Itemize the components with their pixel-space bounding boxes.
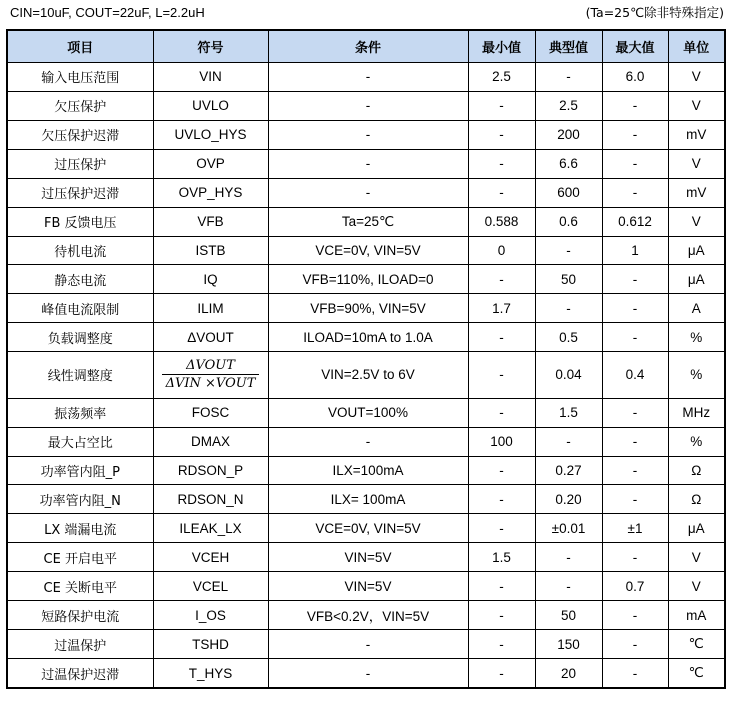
table-row bbox=[7, 485, 725, 514]
cell-max: 0.612 bbox=[602, 207, 668, 236]
cell-min: - bbox=[468, 630, 535, 659]
cell-item: 短路保护电流 bbox=[7, 601, 153, 630]
cell-symbol-fraction bbox=[153, 352, 268, 398]
cell-min: - bbox=[468, 659, 535, 689]
cell-condition: - bbox=[268, 427, 468, 456]
cell-min: - bbox=[468, 352, 535, 398]
cell-unit: V bbox=[668, 572, 725, 601]
cell-condition: VFB=110%, ILOAD=0 bbox=[268, 265, 468, 294]
cell-item: 欠压保护迟滞 bbox=[7, 120, 153, 149]
cell-item: 欠压保护 bbox=[7, 91, 153, 120]
cell-min: 1.5 bbox=[468, 543, 535, 572]
cell-unit: V bbox=[668, 149, 725, 178]
fraction-denominator: ΔVIN ×VOUT bbox=[165, 376, 256, 392]
table-row bbox=[7, 265, 725, 294]
cell-symbol: DMAX bbox=[153, 427, 268, 456]
cell-unit: μA bbox=[668, 514, 725, 543]
table-row bbox=[7, 149, 725, 178]
table-row bbox=[7, 514, 725, 543]
cell-max: 0.7 bbox=[602, 572, 668, 601]
cell-max: - bbox=[602, 456, 668, 485]
cell-max: - bbox=[602, 178, 668, 207]
cell-min: 100 bbox=[468, 427, 535, 456]
cell-symbol: UVLO bbox=[153, 91, 268, 120]
cell-typ: 200 bbox=[535, 120, 602, 149]
cell-item: 功率管内阻_N bbox=[7, 485, 153, 514]
cell-min: - bbox=[468, 178, 535, 207]
cell-condition: - bbox=[268, 630, 468, 659]
cell-min: - bbox=[468, 456, 535, 485]
cell-unit: Ω bbox=[668, 485, 725, 514]
cell-min: 0.588 bbox=[468, 207, 535, 236]
cell-item: 线性调整度 bbox=[7, 352, 153, 398]
cell-symbol: VIN bbox=[153, 63, 268, 92]
cell-max: - bbox=[602, 91, 668, 120]
cell-symbol: ILEAK_LX bbox=[153, 514, 268, 543]
cell-unit: V bbox=[668, 543, 725, 572]
cell-condition: Ta=25℃ bbox=[268, 207, 468, 236]
cell-symbol: RDSON_N bbox=[153, 485, 268, 514]
cell-item: 输入电压范围 bbox=[7, 63, 153, 92]
cell-unit: μA bbox=[668, 265, 725, 294]
cell-typ: 0.04 bbox=[535, 352, 602, 398]
cell-condition: VFB<0.2V，VIN=5V bbox=[268, 601, 468, 630]
cell-typ: 0.6 bbox=[535, 207, 602, 236]
cell-typ: 50 bbox=[535, 265, 602, 294]
cell-condition: - bbox=[268, 120, 468, 149]
cell-symbol: OVP bbox=[153, 149, 268, 178]
cell-max: - bbox=[602, 120, 668, 149]
cell-max: - bbox=[602, 323, 668, 352]
table-row bbox=[7, 398, 725, 427]
cell-symbol: IQ bbox=[153, 265, 268, 294]
cell-max: - bbox=[602, 427, 668, 456]
temperature-note-caption: (Ta=25℃除非特殊指定) bbox=[585, 5, 724, 20]
cell-symbol: TSHD bbox=[153, 630, 268, 659]
cell-symbol: VCEH bbox=[153, 543, 268, 572]
test-conditions-caption: CIN=10uF, COUT=22uF, L=2.2uH bbox=[10, 5, 205, 20]
cell-typ: - bbox=[535, 63, 602, 92]
table-row bbox=[7, 601, 725, 630]
cell-condition: VIN=5V bbox=[268, 572, 468, 601]
table-row bbox=[7, 294, 725, 323]
cell-max: - bbox=[602, 659, 668, 689]
table-row bbox=[7, 323, 725, 352]
cell-symbol: UVLO_HYS bbox=[153, 120, 268, 149]
fraction-numerator: ΔVOUT bbox=[162, 358, 260, 375]
cell-item: 过压保护 bbox=[7, 149, 153, 178]
cell-typ: - bbox=[535, 236, 602, 265]
cell-condition: - bbox=[268, 659, 468, 689]
cell-max: - bbox=[602, 265, 668, 294]
cell-condition: - bbox=[268, 149, 468, 178]
cell-item: 过压保护迟滞 bbox=[7, 178, 153, 207]
cell-symbol: ΔVOUT bbox=[153, 323, 268, 352]
cell-item: 过温保护 bbox=[7, 630, 153, 659]
table-row bbox=[7, 427, 725, 456]
cell-max: 1 bbox=[602, 236, 668, 265]
table-row bbox=[7, 207, 725, 236]
cell-unit: V bbox=[668, 91, 725, 120]
cell-condition: ILX= 100mA bbox=[268, 485, 468, 514]
cell-symbol: VFB bbox=[153, 207, 268, 236]
cell-min: 2.5 bbox=[468, 63, 535, 92]
cell-symbol: ILIM bbox=[153, 294, 268, 323]
header-unit: 单位 bbox=[668, 30, 725, 63]
table-row bbox=[7, 91, 725, 120]
cell-unit: ℃ bbox=[668, 659, 725, 689]
cell-unit: μA bbox=[668, 236, 725, 265]
cell-condition: ILX=100mA bbox=[268, 456, 468, 485]
cell-typ: - bbox=[535, 543, 602, 572]
cell-unit: Ω bbox=[668, 456, 725, 485]
table-row bbox=[7, 543, 725, 572]
cell-typ: - bbox=[535, 572, 602, 601]
cell-item: CE 开启电平 bbox=[7, 543, 153, 572]
cell-item: 振荡频率 bbox=[7, 398, 153, 427]
cell-item: 最大占空比 bbox=[7, 427, 153, 456]
cell-min: - bbox=[468, 149, 535, 178]
cell-min: 0 bbox=[468, 236, 535, 265]
cell-condition: VOUT=100% bbox=[268, 398, 468, 427]
cell-item: 负载调整度 bbox=[7, 323, 153, 352]
header-condition: 条件 bbox=[268, 30, 468, 63]
cell-min: - bbox=[468, 572, 535, 601]
cell-min: - bbox=[468, 485, 535, 514]
cell-symbol: FOSC bbox=[153, 398, 268, 427]
cell-max: - bbox=[602, 398, 668, 427]
cell-item: 待机电流 bbox=[7, 236, 153, 265]
cell-max: 0.4 bbox=[602, 352, 668, 398]
cell-typ: ±0.01 bbox=[535, 514, 602, 543]
cell-item: 静态电流 bbox=[7, 265, 153, 294]
cell-condition: VIN=5V bbox=[268, 543, 468, 572]
cell-symbol: ISTB bbox=[153, 236, 268, 265]
cell-item: FB 反馈电压 bbox=[7, 207, 153, 236]
table-row bbox=[7, 236, 725, 265]
cell-min: - bbox=[468, 323, 535, 352]
header-typ: 典型值 bbox=[535, 30, 602, 63]
table-row bbox=[7, 352, 725, 398]
cell-unit: mV bbox=[668, 120, 725, 149]
cell-unit: A bbox=[668, 294, 725, 323]
cell-max: - bbox=[602, 149, 668, 178]
cell-condition: VIN=2.5V to 6V bbox=[268, 352, 468, 398]
cell-min: - bbox=[468, 265, 535, 294]
cell-condition: - bbox=[268, 178, 468, 207]
cell-typ: 6.6 bbox=[535, 149, 602, 178]
table-row bbox=[7, 630, 725, 659]
cell-typ: - bbox=[535, 427, 602, 456]
cell-min: - bbox=[468, 91, 535, 120]
cell-typ: 150 bbox=[535, 630, 602, 659]
cell-max: - bbox=[602, 294, 668, 323]
cell-typ: 50 bbox=[535, 601, 602, 630]
cell-unit: % bbox=[668, 323, 725, 352]
cell-typ: 1.5 bbox=[535, 398, 602, 427]
cell-item: 过温保护迟滞 bbox=[7, 659, 153, 689]
cell-symbol: I_OS bbox=[153, 601, 268, 630]
cell-item: CE 关断电平 bbox=[7, 572, 153, 601]
header-min: 最小值 bbox=[468, 30, 535, 63]
cell-max: ±1 bbox=[602, 514, 668, 543]
table-row bbox=[7, 456, 725, 485]
cell-unit: V bbox=[668, 207, 725, 236]
table-row bbox=[7, 120, 725, 149]
cell-unit: mV bbox=[668, 178, 725, 207]
fraction-formula bbox=[162, 358, 260, 391]
electrical-characteristics-table bbox=[6, 29, 726, 689]
cell-unit: % bbox=[668, 352, 725, 398]
cell-min: - bbox=[468, 398, 535, 427]
cell-unit: mA bbox=[668, 601, 725, 630]
cell-min: - bbox=[468, 120, 535, 149]
cell-condition: - bbox=[268, 63, 468, 92]
cell-item: LX 端漏电流 bbox=[7, 514, 153, 543]
cell-typ: 0.5 bbox=[535, 323, 602, 352]
cell-unit: ℃ bbox=[668, 630, 725, 659]
table-row bbox=[7, 572, 725, 601]
header-max: 最大值 bbox=[602, 30, 668, 63]
cell-unit: V bbox=[668, 63, 725, 92]
cell-typ: 20 bbox=[535, 659, 602, 689]
cell-symbol: T_HYS bbox=[153, 659, 268, 689]
cell-item: 功率管内阻_P bbox=[7, 456, 153, 485]
cell-max: - bbox=[602, 543, 668, 572]
cell-typ: 0.27 bbox=[535, 456, 602, 485]
cell-typ: 0.20 bbox=[535, 485, 602, 514]
cell-condition: VCE=0V, VIN=5V bbox=[268, 514, 468, 543]
cell-symbol: RDSON_P bbox=[153, 456, 268, 485]
cell-condition: VCE=0V, VIN=5V bbox=[268, 236, 468, 265]
cell-min: 1.7 bbox=[468, 294, 535, 323]
cell-min: - bbox=[468, 601, 535, 630]
cell-condition: - bbox=[268, 91, 468, 120]
cell-condition: VFB=90%, VIN=5V bbox=[268, 294, 468, 323]
cell-unit: % bbox=[668, 427, 725, 456]
table-row bbox=[7, 63, 725, 92]
cell-max: - bbox=[602, 601, 668, 630]
cell-max: - bbox=[602, 485, 668, 514]
cell-typ: 600 bbox=[535, 178, 602, 207]
cell-typ: - bbox=[535, 294, 602, 323]
cell-min: - bbox=[468, 514, 535, 543]
header-symbol: 符号 bbox=[153, 30, 268, 63]
cell-max: - bbox=[602, 630, 668, 659]
header-item: 项目 bbox=[7, 30, 153, 63]
cell-condition: ILOAD=10mA to 1.0A bbox=[268, 323, 468, 352]
cell-typ: 2.5 bbox=[535, 91, 602, 120]
cell-unit: MHz bbox=[668, 398, 725, 427]
table-row bbox=[7, 659, 725, 689]
table-row bbox=[7, 178, 725, 207]
cell-symbol: VCEL bbox=[153, 572, 268, 601]
cell-item: 峰值电流限制 bbox=[7, 294, 153, 323]
table-header-row bbox=[7, 30, 725, 63]
cell-max: 6.0 bbox=[602, 63, 668, 92]
cell-symbol: OVP_HYS bbox=[153, 178, 268, 207]
